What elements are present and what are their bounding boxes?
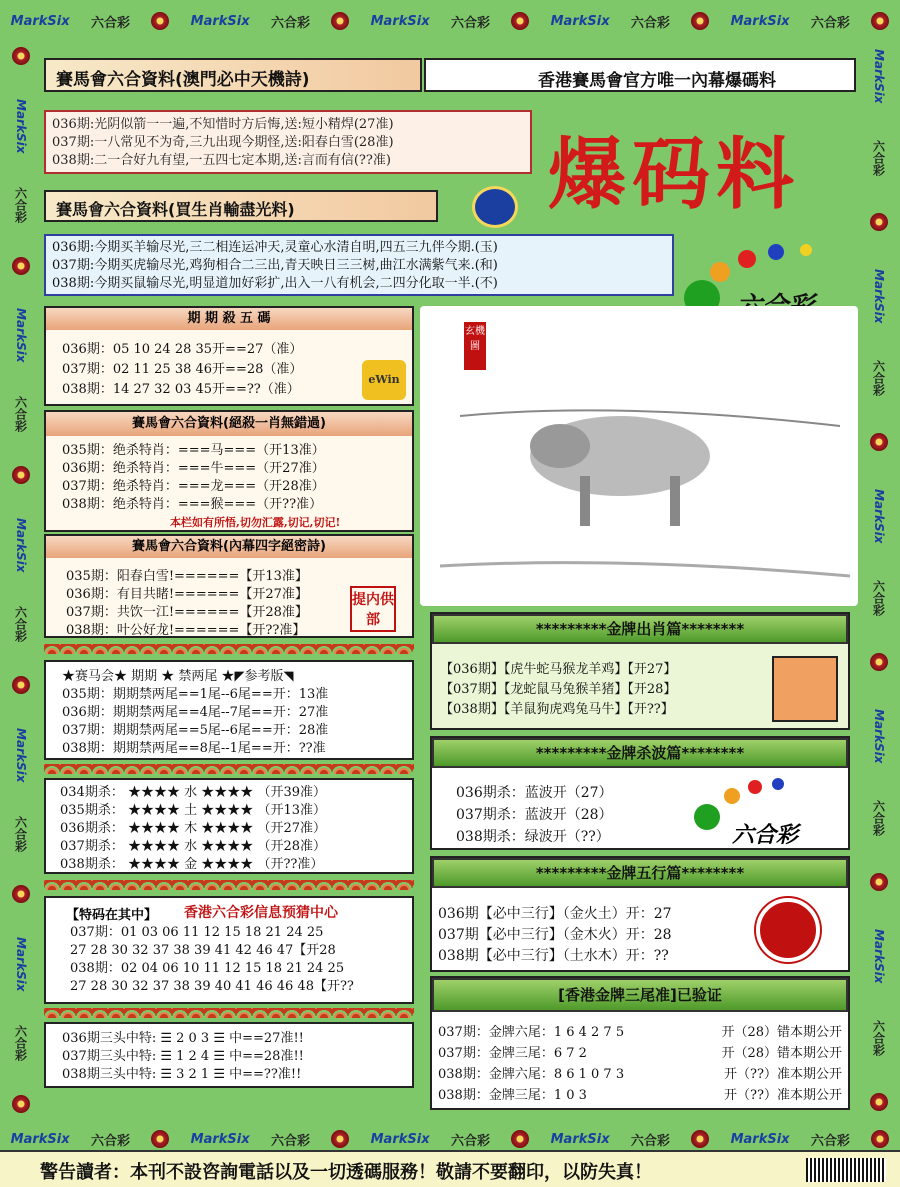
zodiac-title: *********金牌出肖篇********: [432, 614, 848, 644]
hand-icon: [772, 656, 838, 722]
twotail-line: 036期：期期禁两尾==4尾--7尾==开：27准: [62, 705, 329, 720]
ball-icon: [768, 244, 784, 260]
top-border: MarkSix 六合彩 MarkSix 六合彩 MarkSix 六合彩 MarkSix 六合彩 MarkSix 六合彩: [0, 6, 900, 36]
wave-line: 036期杀：蓝波开（27）: [456, 785, 613, 801]
official-text: 香港賽馬會官方唯一內幕爆碼料: [538, 71, 776, 91]
juesha-box: [44, 410, 414, 532]
juesha-line: 038期：绝杀特肖：===猴===（开??准）: [62, 497, 323, 512]
cattle-illustration: [420, 306, 858, 606]
ball-icon: [748, 780, 762, 794]
ewin-badge: eWin: [362, 360, 406, 400]
barcode-icon: [806, 1158, 886, 1182]
wave-line: 038期杀：绿波开（??）: [456, 829, 610, 845]
special-title: 香港六合彩信息预猜中心: [184, 905, 338, 921]
fourword-line: 036期：有目共睹!======【开27准】: [66, 587, 308, 602]
fourword-line: 035期：阳春白雪!======【开13准】: [66, 569, 308, 584]
second-line: 038期:今期买鼠输尽光,明显道加好彩扩,出入一八有机会,二四分化取一半.(不): [52, 276, 498, 291]
stamp: 提内供部: [350, 586, 396, 632]
picture-area: [420, 306, 858, 606]
footer: [0, 1150, 900, 1187]
right-border: MarkSix 六合彩 MarkSix 六合彩 MarkSix 六合彩 MarkSix 六合彩 MarkSix 六合彩: [858, 30, 900, 1130]
zodiac-line: 【036期】【虎牛蛇马猴龙羊鸡】【开27】: [440, 662, 677, 677]
bauhinia-icon: [756, 898, 820, 962]
second-line: 036期:今期买羊输尽光,三二相连运冲天,灵童心水清自明,四五三九伴今期.(玉): [52, 240, 498, 255]
threehead-box: 036期三头中特: ☰ 2 0 3 ☰ 中==27准!! 037期三头中特: ☰ 1 2 4 ☰ 中==28准!! 038期三头中特: ☰ 3 2 1 ☰ 中==??准!!: [44, 1022, 414, 1088]
ball-icon: [694, 804, 720, 830]
poem-line: 036期:光阴似箭一一遍,不知惜时方后悔,送:短小精焊(27准): [52, 117, 394, 132]
picture-label: 玄機圖: [464, 322, 486, 370]
five-box: [430, 856, 850, 972]
special-line: 27 28 30 32 37 38 39 40 41 46 46 48【开??: [70, 979, 354, 994]
kill5-line: 037期：02 11 25 38 46开==28（准）: [62, 362, 303, 377]
wave-title: *********金牌杀波篇********: [432, 738, 848, 768]
special-line: 038期：02 04 06 10 11 12 15 18 21 24 25: [70, 961, 345, 976]
second-title: 賽馬會六合資料(買生肖輸盡光料): [56, 200, 295, 219]
ball-icon: [738, 250, 756, 268]
second-title-box: [44, 190, 438, 222]
juesha-title: 賽馬會六合資料(絕殺一肖無錯過): [46, 412, 412, 436]
ball-icon: [800, 244, 812, 256]
kill5-box: [44, 306, 414, 406]
tails-title: [香港金牌三尾准]已验证: [432, 978, 848, 1012]
special-line: 037期：01 03 06 11 12 15 18 21 24 25: [70, 925, 324, 940]
zodiac-box: [430, 612, 850, 730]
special-line: 27 28 30 32 37 38 39 41 42 46 47【开28: [70, 943, 336, 958]
wave-divider: [44, 764, 414, 774]
top-title: 賽馬會六合資料(澳門必中天機詩): [56, 70, 310, 90]
twotail-line: 035期：期期禁两尾==1尾--6尾==开：13准: [62, 687, 329, 702]
fourword-title: 賽馬會六合資料(內幕四字絕密詩): [46, 536, 412, 558]
ball-icon: [724, 788, 740, 804]
juesha-line: 035期：绝杀特肖：===马===（开13准）: [62, 443, 325, 458]
twotail-line: 038期：期期禁两尾==8尾--1尾==开：??准: [62, 741, 326, 756]
juesha-note: 本栏如有所悟,切勿汇露,切记,切记!: [170, 516, 341, 529]
five-line: 038期【必中三行】（土水木）开：??: [438, 948, 669, 964]
twotail-box: [44, 660, 414, 760]
ball-icon: [710, 262, 730, 282]
emblem-icon: [472, 186, 518, 228]
element-box: 034期杀： ★★★★ 水 ★★★★ （开39准） 035期杀： ★★★★ 土 ★★★★ （开13准） 036期杀： ★★★★ 木 ★★★★ （开27准） 037期杀： ★★★★ 水 ★★★★ （开28准） 038期杀： ★★★★ 金 ★★★★ （开??准）: [44, 778, 414, 874]
poem-line: 038期:二一合好九有望,一五四七定本期,送:言而有信(??准): [52, 153, 391, 168]
special-box: [44, 896, 414, 1004]
juesha-line: 036期：绝杀特肖：===牛===（开27准）: [62, 461, 325, 476]
wave-box: [430, 736, 850, 850]
zodiac-line: 【037期】【龙蛇鼠马兔猴羊猪】【开28】: [440, 682, 677, 697]
juesha-line: 037期：绝杀特肖：===龙===（开28准）: [62, 479, 325, 494]
ball-icon: [772, 778, 784, 790]
kill5-title: 期 期 殺 五 碼: [46, 308, 412, 330]
five-title: *********金牌五行篇********: [432, 858, 848, 888]
wave-divider: [44, 880, 414, 890]
lhc-logo: 六合彩: [732, 822, 799, 848]
top-title-box: [44, 58, 422, 92]
poem-box: [44, 110, 532, 174]
twotail-line: 037期：期期禁两尾==5尾--6尾==开：28准: [62, 723, 329, 738]
five-line: 036期【必中三行】（金火土）开：27: [438, 906, 672, 922]
bottom-border: MarkSix 六合彩 MarkSix 六合彩 MarkSix 六合彩 MarkSix 六合彩 MarkSix 六合彩: [0, 1124, 900, 1154]
second-line: 037期:今期买虎输尽光,鸡狗相合二三出,青天映日三三树,曲江水满紫气来.(和): [52, 258, 498, 273]
second-box: [44, 234, 674, 296]
official-box: [424, 58, 856, 92]
five-line: 037期【必中三行】（金木火）开：28: [438, 927, 672, 943]
twotail-header: ★赛马会★ 期期 ★ 禁两尾 ★◤参考版◥: [62, 669, 294, 684]
footer-warning: 警告讀者：本刊不設咨詢電話以及一切透碼服務！敬請不要翻印，以防失真！: [40, 1162, 652, 1183]
logo-text: 爆码料: [548, 130, 801, 220]
zodiac-line: 【038期】【羊鼠狗虎鸡兔马牛】【开??】: [440, 702, 674, 717]
fourword-line: 038期：叶公好龙!======【开??准】: [66, 623, 306, 638]
wave-divider: [44, 644, 414, 654]
wave-divider: [44, 1008, 414, 1018]
kill5-line: 036期：05 10 24 28 35开==27（准）: [62, 342, 303, 357]
left-border: MarkSix 六合彩 MarkSix 六合彩 MarkSix 六合彩 MarkSix 六合彩 MarkSix 六合彩: [0, 30, 42, 1130]
fourword-box: [44, 534, 414, 638]
wave-line: 037期杀：蓝波开（28）: [456, 807, 613, 823]
kill5-line: 038期：14 27 32 03 45开==??（准）: [62, 382, 300, 397]
special-tag: 【特码在其中】: [66, 908, 158, 923]
tails-box: [香港金牌三尾准]已验证 037期：金牌六尾：1 6 4 2 7 5 开（28）错本期公开 037期：金牌三尾：6 7 2 开（28）错本期公开 038期：金牌六尾：8 6 1 0 7 3 开（??）准本期公开 038期：金牌三尾：1 0 3 开（??）准本期公开: [430, 976, 850, 1110]
poem-line: 037期:一八常见不为奇,三九出现今期怪,送:阳春白雪(28准): [52, 135, 394, 150]
fourword-line: 037期：共饮一江!======【开28准】: [66, 605, 308, 620]
